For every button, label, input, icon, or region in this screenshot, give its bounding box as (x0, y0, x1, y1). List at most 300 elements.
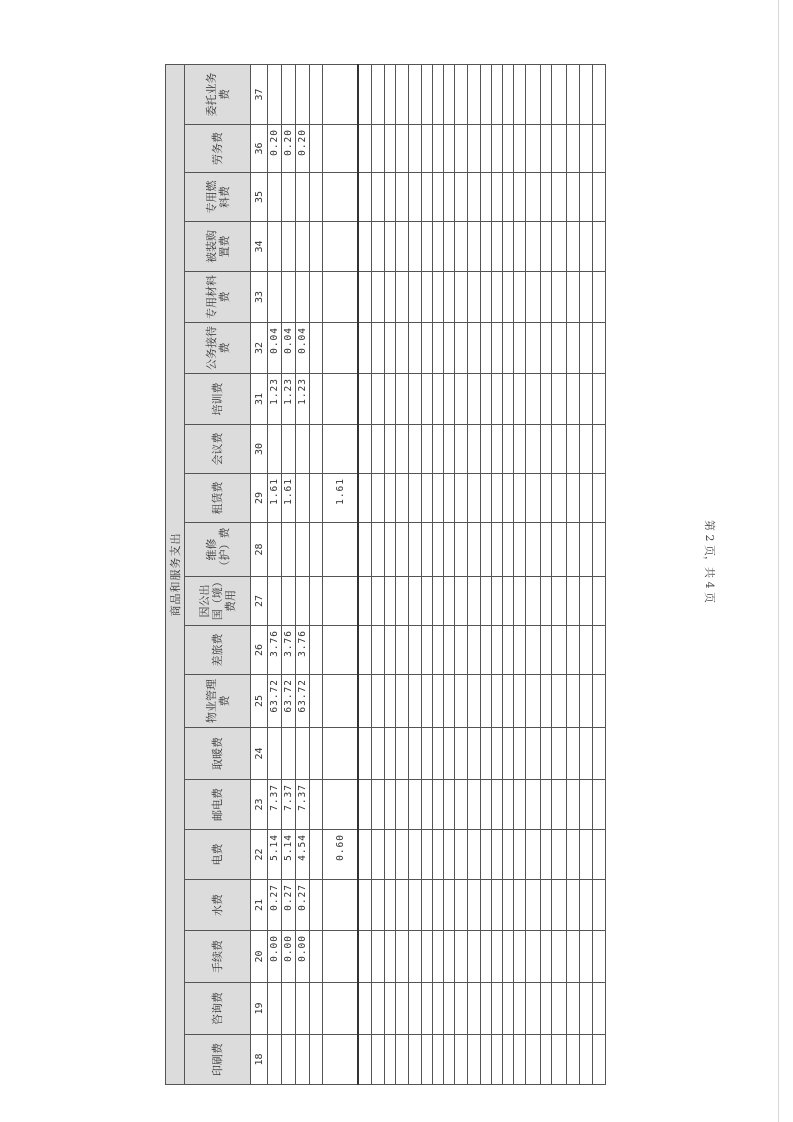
table-cell (385, 125, 396, 173)
table-cell (455, 474, 468, 523)
table-cell (580, 780, 593, 830)
table-cell (422, 577, 433, 626)
table-cell (492, 173, 503, 222)
column-number: 19 (251, 983, 268, 1035)
table-cell (468, 425, 481, 474)
table-cell (409, 272, 422, 323)
table-cell (358, 425, 372, 474)
table-cell (580, 323, 593, 374)
table-cell (468, 1035, 481, 1085)
table-cell (552, 931, 567, 983)
table-cell (385, 323, 396, 374)
table-cell: 0.04 (282, 323, 296, 374)
table-cell (567, 675, 580, 728)
table-cell (268, 728, 282, 780)
column-header: 委托业务费 (185, 65, 251, 125)
table-cell (468, 65, 481, 125)
table-cell (492, 374, 503, 425)
table-cell (492, 931, 503, 983)
table-cell (372, 222, 385, 272)
table-cell (503, 728, 514, 780)
table-cell (282, 577, 296, 626)
table-cell (409, 474, 422, 523)
table-cell (455, 983, 468, 1035)
table-cell (526, 65, 541, 125)
table-cell (422, 931, 433, 983)
table-cell (396, 272, 409, 323)
table-cell (526, 728, 541, 780)
table-cell (481, 425, 492, 474)
table-cell (433, 125, 444, 173)
table-cell (455, 65, 468, 125)
table-cell (552, 577, 567, 626)
table-cell: 0.20 (282, 125, 296, 173)
table-cell (492, 780, 503, 830)
column-header: 租赁费 (185, 474, 251, 523)
table-cell (567, 173, 580, 222)
table-cell (310, 728, 323, 780)
table-cell: 63.72 (296, 675, 310, 728)
table-cell (580, 425, 593, 474)
table-cell (396, 222, 409, 272)
table-cell (444, 780, 455, 830)
table-cell (296, 272, 310, 323)
table-row (372, 65, 385, 1085)
table-row (481, 65, 492, 1085)
table-cell (433, 425, 444, 474)
table-cell (396, 780, 409, 830)
table-cell (444, 1035, 455, 1085)
table-cell (358, 173, 372, 222)
table-cell (323, 222, 359, 272)
table-row (358, 65, 372, 1085)
column-header: 因公出国（境）费用 (185, 577, 251, 626)
table-row (409, 65, 422, 1085)
table-cell (503, 983, 514, 1035)
table-cell (567, 626, 580, 675)
table-cell (552, 983, 567, 1035)
table-row (593, 65, 606, 1085)
table-cell (323, 728, 359, 780)
table-title: 商品和服务支出 (166, 65, 185, 1085)
table-cell (310, 523, 323, 577)
table-cell (492, 65, 503, 125)
table-cell (503, 374, 514, 425)
table-cell (422, 1035, 433, 1085)
table-cell (481, 523, 492, 577)
table-cell (310, 780, 323, 830)
table-cell (503, 931, 514, 983)
table-cell (385, 374, 396, 425)
table-cell (444, 374, 455, 425)
table-cell (580, 728, 593, 780)
table-cell (514, 880, 526, 931)
table-cell (481, 222, 492, 272)
table-cell (503, 577, 514, 626)
column-number: 18 (251, 1035, 268, 1085)
table-cell (268, 523, 282, 577)
table-cell (552, 222, 567, 272)
table-cell (385, 1035, 396, 1085)
table-row (396, 65, 409, 1085)
column-header: 劳务费 (185, 125, 251, 173)
table-cell (526, 1035, 541, 1085)
table-cell: 7.37 (296, 780, 310, 830)
table-cell (552, 173, 567, 222)
table-cell (580, 830, 593, 880)
table-cell (433, 272, 444, 323)
table-cell (503, 474, 514, 523)
table-cell (580, 675, 593, 728)
table-cell (514, 323, 526, 374)
table-cell (358, 222, 372, 272)
table-cell (385, 675, 396, 728)
table-cell (396, 125, 409, 173)
table-cell (323, 577, 359, 626)
table-cell (481, 675, 492, 728)
table-cell (541, 65, 552, 125)
table-cell (541, 931, 552, 983)
table-cell (468, 880, 481, 931)
table-cell (385, 272, 396, 323)
table-cell (296, 65, 310, 125)
table-cell (310, 880, 323, 931)
table-cell (580, 577, 593, 626)
table-cell (503, 523, 514, 577)
table-cell: 1.61 (323, 474, 359, 523)
table-cell (567, 1035, 580, 1085)
table-cell (433, 626, 444, 675)
table-cell (503, 780, 514, 830)
table-cell (514, 173, 526, 222)
table-row (541, 65, 552, 1085)
table-cell (593, 626, 606, 675)
table-cell (455, 880, 468, 931)
table-cell (593, 931, 606, 983)
table-cell (468, 323, 481, 374)
table-cell (296, 425, 310, 474)
table-cell (455, 173, 468, 222)
table-cell (514, 931, 526, 983)
table-cell (481, 983, 492, 1035)
table-cell (310, 1035, 323, 1085)
table-cell (503, 626, 514, 675)
table-cell (567, 65, 580, 125)
table-title-row (166, 65, 185, 1085)
table-cell (323, 780, 359, 830)
table-cell (593, 374, 606, 425)
table-cell (552, 880, 567, 931)
table-cell (296, 577, 310, 626)
column-number: 37 (251, 65, 268, 125)
table-cell (541, 830, 552, 880)
table-cell (358, 374, 372, 425)
table-cell (455, 1035, 468, 1085)
table-cell (310, 125, 323, 173)
table-cell (409, 323, 422, 374)
table-cell: 4.54 (296, 830, 310, 880)
table-cell (433, 323, 444, 374)
table-cell: 0.27 (268, 880, 282, 931)
table-cell (455, 931, 468, 983)
table-cell (396, 880, 409, 931)
table-cell (455, 125, 468, 173)
table-cell (433, 728, 444, 780)
table-cell (433, 675, 444, 728)
table-cell (503, 65, 514, 125)
table-cell (526, 983, 541, 1035)
table-cell (567, 425, 580, 474)
column-header: 被装购置费 (185, 222, 251, 272)
table-cell (552, 780, 567, 830)
column-number: 21 (251, 880, 268, 931)
table-cell (358, 931, 372, 983)
table-row (526, 65, 541, 1085)
table-cell (468, 222, 481, 272)
table-cell (514, 830, 526, 880)
table-cell (422, 728, 433, 780)
table-cell (503, 222, 514, 272)
table-cell (358, 577, 372, 626)
table-cell (422, 626, 433, 675)
table-cell (433, 374, 444, 425)
table-cell (492, 323, 503, 374)
table-cell (372, 173, 385, 222)
table-cell (580, 1035, 593, 1085)
table-cell (455, 425, 468, 474)
table-cell (372, 1035, 385, 1085)
table-cell (541, 125, 552, 173)
table-cell (593, 675, 606, 728)
table-cell (396, 626, 409, 675)
table-cell (455, 728, 468, 780)
table-cell (580, 626, 593, 675)
table-cell: 3.76 (268, 626, 282, 675)
column-number: 28 (251, 523, 268, 577)
table-cell (282, 1035, 296, 1085)
column-header: 专用燃料费 (185, 173, 251, 222)
table-cell (481, 728, 492, 780)
table-cell: 0.20 (268, 125, 282, 173)
column-header: 印刷费 (185, 1035, 251, 1085)
table-cell (593, 323, 606, 374)
column-number: 34 (251, 222, 268, 272)
table-cell (372, 272, 385, 323)
table-cell (455, 523, 468, 577)
table-cell (422, 474, 433, 523)
table-cell (358, 830, 372, 880)
table-cell (481, 830, 492, 880)
table-cell (468, 272, 481, 323)
table-cell (514, 425, 526, 474)
table-cell (455, 222, 468, 272)
table-cell (409, 425, 422, 474)
table-cell (468, 577, 481, 626)
table-cell (492, 830, 503, 880)
scan-page-edge (778, 0, 779, 1122)
table-cell (282, 983, 296, 1035)
table-row (282, 65, 296, 1085)
table-cell (422, 780, 433, 830)
table-cell (541, 577, 552, 626)
table-cell (282, 425, 296, 474)
column-header: 维修（护）费 (185, 523, 251, 577)
table-cell (444, 931, 455, 983)
table-cell (268, 272, 282, 323)
table-cell (541, 425, 552, 474)
table-cell (358, 323, 372, 374)
table-row (503, 65, 514, 1085)
table-cell (492, 125, 503, 173)
table-cell (396, 523, 409, 577)
table-cell (468, 374, 481, 425)
table-cell (422, 222, 433, 272)
table-cell (541, 983, 552, 1035)
table-cell (514, 675, 526, 728)
table-cell (358, 272, 372, 323)
table-cell: 3.76 (296, 626, 310, 675)
table-cell (580, 222, 593, 272)
table-cell (268, 1035, 282, 1085)
table-cell (468, 830, 481, 880)
table-cell (567, 577, 580, 626)
table-cell (358, 474, 372, 523)
table-cell (468, 626, 481, 675)
table-cell (409, 983, 422, 1035)
table-cell (593, 125, 606, 173)
table-cell (526, 626, 541, 675)
table-cell (580, 983, 593, 1035)
table-cell (422, 425, 433, 474)
table-cell (444, 626, 455, 675)
table-cell (444, 474, 455, 523)
table-row (268, 65, 282, 1085)
table-row (310, 65, 323, 1085)
table-cell (358, 728, 372, 780)
table-cell (282, 523, 296, 577)
table-cell: 0.27 (282, 880, 296, 931)
table-cell (396, 173, 409, 222)
table-cell (422, 983, 433, 1035)
table-cell (409, 523, 422, 577)
table-cell (385, 880, 396, 931)
table-cell (503, 675, 514, 728)
table-cell (492, 880, 503, 931)
table-cell (541, 222, 552, 272)
table-row (468, 65, 481, 1085)
table-cell (593, 523, 606, 577)
table-cell (372, 474, 385, 523)
table-cell (385, 173, 396, 222)
table-cell (296, 1035, 310, 1085)
table-cell (444, 125, 455, 173)
table-cell (514, 65, 526, 125)
table-cell (481, 272, 492, 323)
table-cell (455, 577, 468, 626)
table-cell (503, 125, 514, 173)
table-row (567, 65, 580, 1085)
table-cell (514, 728, 526, 780)
table-cell (580, 65, 593, 125)
table-cell: 0.60 (323, 830, 359, 880)
table-cell (541, 374, 552, 425)
table-cell (372, 626, 385, 675)
table-row (514, 65, 526, 1085)
table-cell (396, 675, 409, 728)
table-cell (323, 425, 359, 474)
table-cell (282, 272, 296, 323)
table-cell (468, 675, 481, 728)
table-cell (385, 577, 396, 626)
table-cell (468, 173, 481, 222)
table-cell (481, 374, 492, 425)
table-cell (323, 272, 359, 323)
table-cell (503, 173, 514, 222)
table-cell (455, 626, 468, 675)
table-cell (552, 272, 567, 323)
table-cell: 1.23 (268, 374, 282, 425)
table-cell (468, 728, 481, 780)
table-cell (567, 272, 580, 323)
table-cell: 5.14 (282, 830, 296, 880)
table-cell (409, 1035, 422, 1085)
table-cell (409, 125, 422, 173)
table-cell (481, 577, 492, 626)
table-cell (552, 425, 567, 474)
table-cell (468, 474, 481, 523)
expenditure-table (165, 64, 606, 1085)
table-cell (396, 1035, 409, 1085)
table-cell (492, 222, 503, 272)
table-cell: 7.37 (268, 780, 282, 830)
table-cell (541, 880, 552, 931)
table-cell (567, 780, 580, 830)
table-cell (358, 983, 372, 1035)
table-cell (422, 880, 433, 931)
table-cell (310, 626, 323, 675)
table-cell (455, 272, 468, 323)
table-cell (526, 474, 541, 523)
table-cell (409, 222, 422, 272)
table-cell (372, 830, 385, 880)
table-cell (282, 65, 296, 125)
column-number-row (251, 65, 268, 1085)
table-cell (580, 474, 593, 523)
table-cell (593, 728, 606, 780)
header-row (185, 65, 251, 1085)
table-cell (503, 323, 514, 374)
table-cell (444, 983, 455, 1035)
table-cell (567, 474, 580, 523)
table-cell (396, 425, 409, 474)
table-cell (409, 65, 422, 125)
table-cell (409, 675, 422, 728)
table-cell (310, 675, 323, 728)
table-cell (422, 65, 433, 125)
table-cell (552, 675, 567, 728)
table-cell (567, 523, 580, 577)
table-cell (323, 323, 359, 374)
column-number: 32 (251, 323, 268, 374)
table-cell (444, 523, 455, 577)
table-cell (372, 728, 385, 780)
table-cell (552, 728, 567, 780)
table-cell (323, 125, 359, 173)
table-cell (409, 173, 422, 222)
table-cell (503, 830, 514, 880)
table-cell (567, 931, 580, 983)
table-cell (567, 125, 580, 173)
